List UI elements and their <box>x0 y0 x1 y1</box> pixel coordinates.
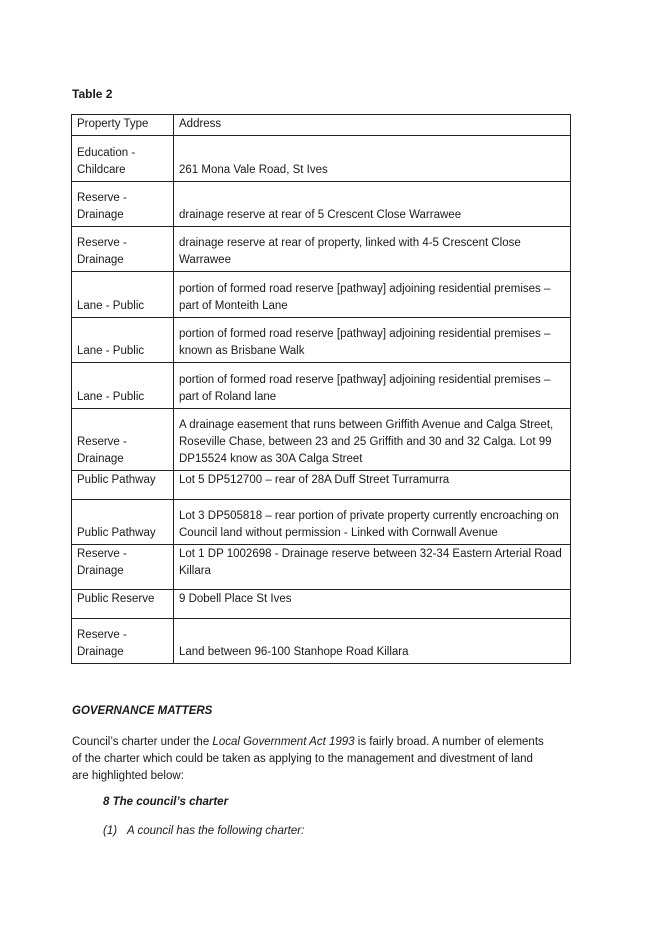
cell-property-type: Public Pathway <box>72 500 174 545</box>
cell-property-type: Reserve - Drainage <box>72 227 174 272</box>
paragraph-text-end: is fairly broad. A number of elements of the charter which could be taken as applying to the management and divestment of land are highlighted below: <box>72 736 544 782</box>
cell-property-type: Reserve - Drainage <box>72 409 174 471</box>
cell-property-type: Lane - Public <box>72 272 174 318</box>
property-table <box>71 114 571 664</box>
cell-address: portion of formed road reserve [pathway] adjoining residential premises – part of Roland lane <box>174 363 571 409</box>
table-row <box>72 409 571 471</box>
cell-property-type: Public Reserve <box>72 590 174 619</box>
table-row <box>72 590 571 619</box>
cell-property-type: Lane - Public <box>72 363 174 409</box>
table-row <box>72 318 571 363</box>
table-row <box>72 227 571 272</box>
table-row <box>72 272 571 318</box>
cell-property-type: Public Pathway <box>72 471 174 500</box>
cell-address: Lot 1 DP 1002698 - Drainage reserve between 32-34 Eastern Arterial Road Killara <box>174 545 571 590</box>
charter-subclause <box>103 825 304 837</box>
cell-property-type: Reserve - Drainage <box>72 619 174 664</box>
column-header-address: Address <box>174 115 571 136</box>
cell-property-type: Reserve - Drainage <box>72 545 174 590</box>
column-header-property-type: Property Type <box>72 115 174 136</box>
table-row <box>72 363 571 409</box>
table-title: Table 2 <box>72 87 113 101</box>
cell-address: Lot 5 DP512700 – rear of 28A Duff Street Turramurra <box>174 471 571 500</box>
table-row <box>72 619 571 664</box>
cell-address: A drainage easement that runs between Griffith Avenue and Calga Street, Roseville Chase, between 23 and 25 Griffith and 30 and 32 Calga. Lot 99 DP15524 know as 30A Calga Street <box>174 409 571 471</box>
cell-address: Land between 96-100 Stanhope Road Killara <box>174 619 571 664</box>
cell-property-type: Lane - Public <box>72 318 174 363</box>
table-row <box>72 471 571 500</box>
cell-address: 9 Dobell Place St Ives <box>174 590 571 619</box>
cell-address: portion of formed road reserve [pathway] adjoining residential premises – known as Brisbane Walk <box>174 318 571 363</box>
table-row <box>72 500 571 545</box>
table-row <box>72 545 571 590</box>
governance-heading: GOVERNANCE MATTERS <box>72 705 213 717</box>
cell-address: portion of formed road reserve [pathway] adjoining residential premises – part of Monteith Lane <box>174 272 571 318</box>
cell-address: drainage reserve at rear of property, linked with 4-5 Crescent Close Warrawee <box>174 227 571 272</box>
subclause-number: (1) <box>103 825 118 837</box>
cell-property-type: Reserve - Drainage <box>72 182 174 227</box>
governance-paragraph <box>72 734 552 785</box>
charter-heading: 8 The council’s charter <box>103 796 229 808</box>
paragraph-text-start: Council’s charter under the <box>72 736 213 748</box>
table-row <box>72 182 571 227</box>
cell-address: Lot 3 DP505818 – rear portion of private property currently encroaching on Council land without permission - Linked with Cornwall Avenue <box>174 500 571 545</box>
subclause-text: A council has the following charter: <box>127 825 305 837</box>
cell-address: 261 Mona Vale Road, St Ives <box>174 136 571 182</box>
cell-address: drainage reserve at rear of 5 Crescent Close Warrawee <box>174 182 571 227</box>
cell-property-type: Education - Childcare <box>72 136 174 182</box>
table-row <box>72 136 571 182</box>
table-header-row <box>72 115 571 136</box>
act-name: Local Government Act 1993 <box>212 736 355 748</box>
